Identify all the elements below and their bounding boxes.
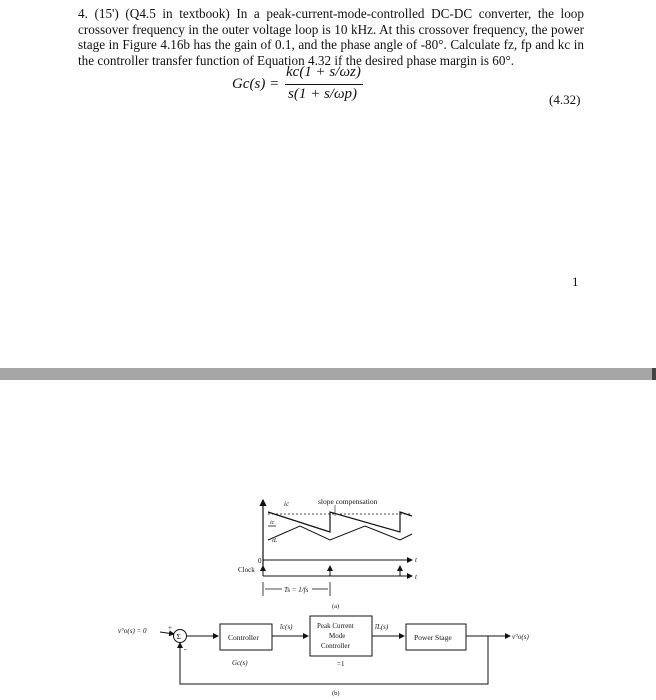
minus-sign: - [184,645,187,654]
equation-denominator: s(1 + s/ωp) [288,86,358,102]
waveform-diagram [238,497,418,610]
ic-signal-label: ĩc(s) [280,623,293,631]
ic-label: ic [284,500,290,508]
equation-numerator: kc(1 + s/ωz) [286,64,361,80]
equation-lhs: Gc(s) = [232,76,280,92]
pcm-gain-label: =1 [337,660,345,668]
il-label: iL [272,537,278,544]
caption-b: (b) [332,690,340,697]
ic-small-label: ic [270,520,275,526]
clock-label: Clock [238,566,255,574]
compensation-ramp [268,512,412,532]
il-signal-label: ĩL(s) [375,623,389,631]
pcm-line-3: Controller [321,642,350,650]
figure-4-16 [0,380,656,700]
fraction-bar [285,84,363,85]
inductor-current-waveform [268,526,412,540]
plus-sign: + [168,624,172,632]
problem-statement: 4. (15') (Q4.5 in textbook) In a peak-current-mode-controlled DC-DC converter, the loop crossover frequency in the outer voltage loop is 10 kHz. At this crossover frequency, the power stage in Figure 4.16b has the gain of 0.1, and the phase angle of -80°. Calculate fz, fp and kc in the controller transfer function of Equation 4.32 if the desired phase margin is 60°. [78,6,584,68]
t-axis-label-2: t [415,573,417,581]
pcm-line-1: Peak Current [317,622,354,630]
period-label: Ts = 1/fs [284,586,309,594]
slope-compensation-label: slope compensation [318,497,378,506]
input-arrow [160,632,174,634]
page-number: 1 [572,274,579,289]
equation-number: (4.32) [549,92,581,107]
sum-symbol: Σ [176,632,181,641]
power-stage-label: Power Stage [414,633,452,642]
scrollbar-edge [652,368,656,380]
output-label: v°o(s) [512,633,529,641]
page-separator [0,368,656,380]
input-label: v°o(s) = 0 [118,627,147,635]
controller-label: Controller [228,633,259,642]
zero-label: 0 [258,557,262,565]
caption-a: (a) [332,603,340,610]
t-axis-label: t [415,556,417,564]
controller-tf-label: Gc(s) [232,659,248,667]
block-diagram [118,616,529,697]
pcm-line-2: Mode [329,632,346,640]
